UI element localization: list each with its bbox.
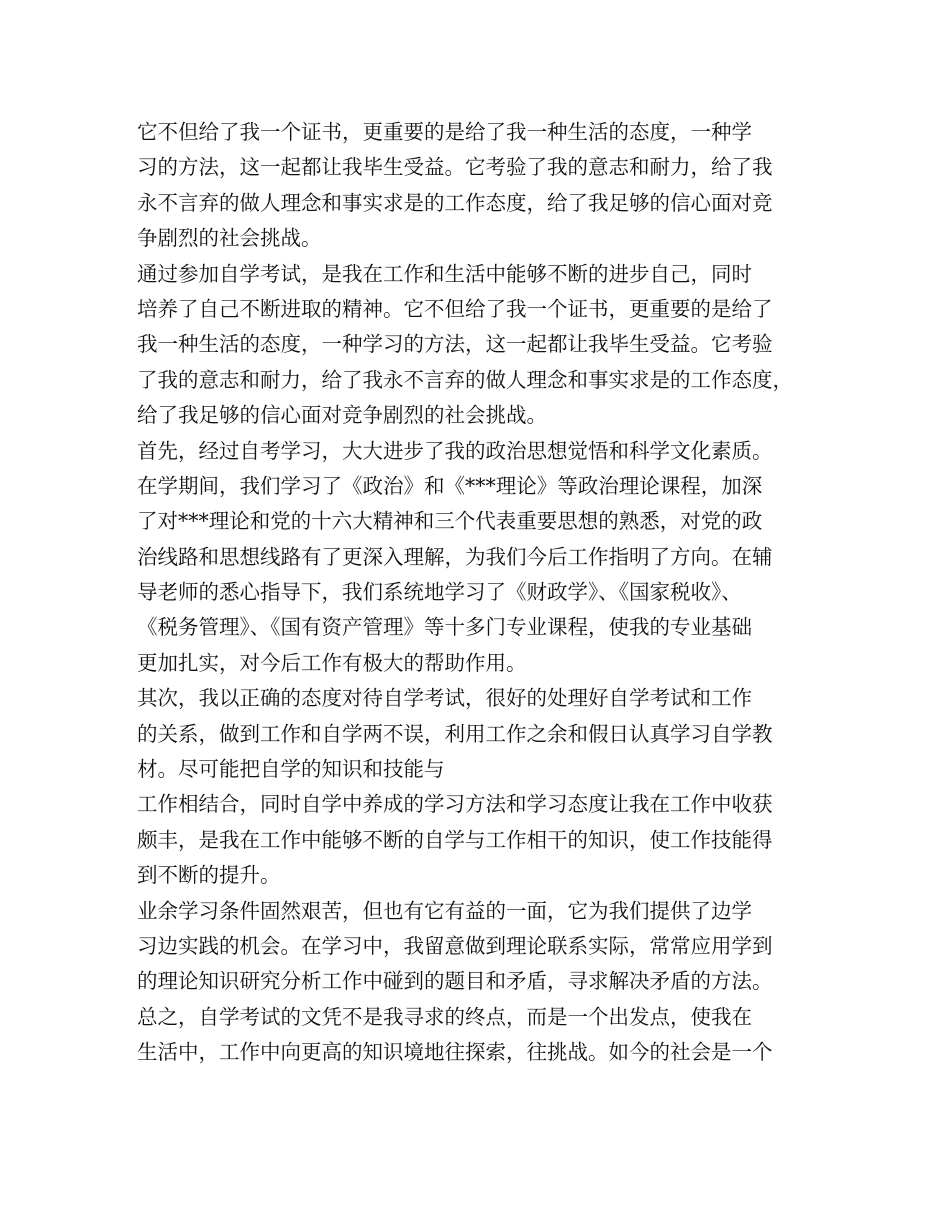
- text-line: 《税务管理》、《国有资产管理》等十多门专业课程，使我的专业基础: [137, 615, 752, 640]
- text-line: 习边实践的机会。在学习中，我留意做到理论联系实际，常常应用学到: [137, 933, 773, 958]
- text-line: 的关系，做到工作和自学两不误，利用工作之余和假日认真学习自学教: [137, 721, 773, 746]
- text-line: 材。尽可能把自学的知识和技能与: [137, 757, 445, 782]
- text-line: 导老师的悉心指导下，我们系统地学习了《财政学》、《国家税收》、: [137, 580, 742, 605]
- text-line: 永不言弃的做人理念和事实求是的工作态度，给了我足够的信心面对竞: [137, 190, 773, 215]
- text-line: 在学期间，我们学习了《政治》和《***理论》等政治理论课程，加深: [137, 473, 763, 498]
- text-line: 业余学习条件固然艰苦，但也有它有益的一面，它为我们提供了边学: [137, 898, 752, 923]
- essay-body: [137, 115, 827, 1071]
- text-line: 给了我足够的信心面对竞争剧烈的社会挑战。: [137, 403, 547, 428]
- text-line: 了我的意志和耐力，给了我永不言弃的做人理念和事实求是的工作态度，: [137, 367, 793, 392]
- text-line: 首先，经过自考学习，大大进步了我的政治思想觉悟和科学文化素质。: [137, 438, 773, 463]
- text-line: 培养了自己不断进取的精神。它不但给了我一个证书，更重要的是给了: [137, 296, 773, 321]
- text-line: 工作相结合，同时自学中养成的学习方法和学习态度让我在工作中收获: [137, 792, 773, 817]
- text-line: 到不断的提升。: [137, 863, 281, 888]
- text-line: 的理论知识研究分析工作中碰到的题目和矛盾，寻求解决矛盾的方法。: [137, 969, 773, 994]
- text-line: 生活中，工作中向更高的知识境地往探索，往挑战。如今的社会是一个: [137, 1040, 773, 1065]
- text-line: 习的方法，这一起都让我毕生受益。它考验了我的意志和耐力，给了我: [137, 155, 773, 180]
- text-line: 颇丰，是我在工作中能够不断的自学与工作相干的知识，使工作技能得: [137, 827, 773, 852]
- text-line: 我一种生活的态度，一种学习的方法，这一起都让我毕生受益。它考验: [137, 332, 773, 357]
- text-line: 了对***理论和党的十六大精神和三个代表重要思想的熟悉，对党的政: [137, 509, 763, 534]
- text-line: 总之，自学考试的文凭不是我寻求的终点，而是一个出发点，使我在: [137, 1004, 752, 1029]
- text-line: 通过参加自学考试，是我在工作和生活中能够不断的进步自己，同时: [137, 261, 752, 286]
- text-line: 更加扎实，对今后工作有极大的帮助作用。: [137, 650, 527, 675]
- text-line: 它不但给了我一个证书，更重要的是给了我一种生活的态度，一种学: [137, 120, 752, 144]
- text-line: 治线路和思想线路有了更深入理解，为我们今后工作指明了方向。在辅: [137, 544, 773, 569]
- text-line: 争剧烈的社会挑战。: [137, 226, 322, 251]
- text-line: 其次，我以正确的态度对待自学考试，很好的处理好自学考试和工作: [137, 686, 752, 711]
